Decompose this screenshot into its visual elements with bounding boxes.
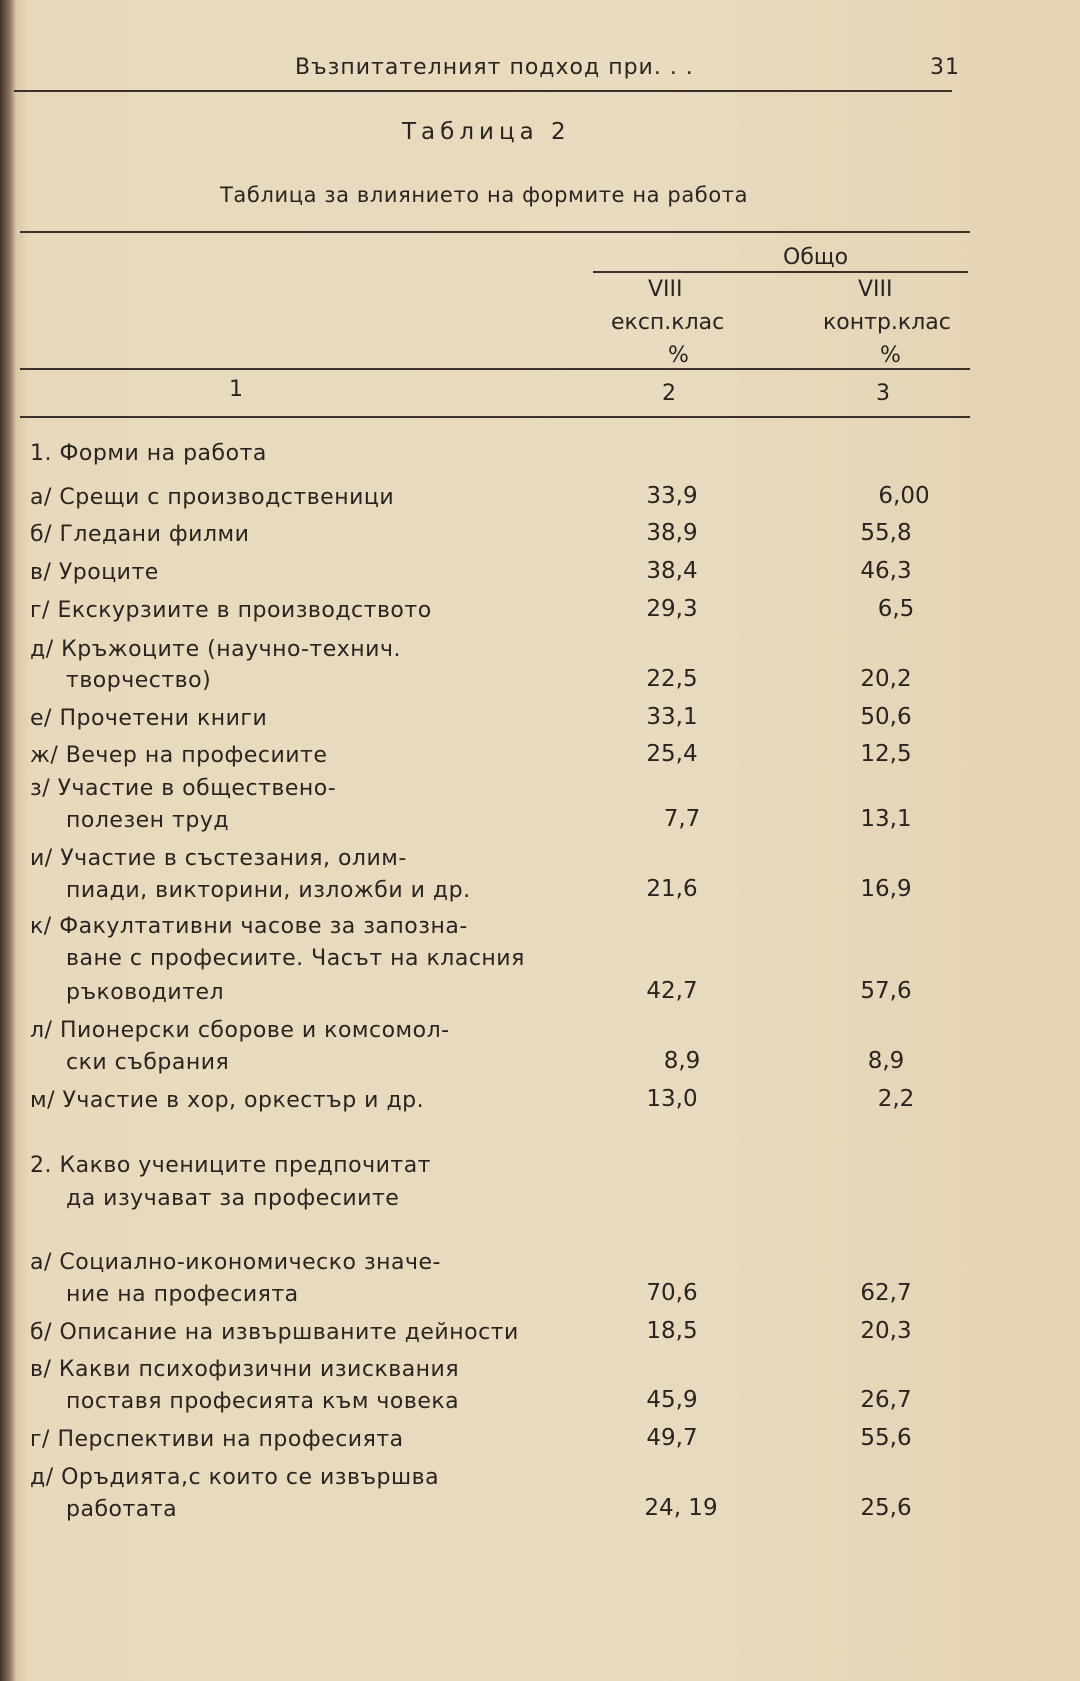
exp-class-value: 38,4	[646, 558, 698, 584]
ctrl-class-value: 20,3	[860, 1318, 912, 1344]
exp-class-value: 22,5	[646, 666, 698, 692]
row-label: г/ Екскурзиите в производството	[30, 598, 432, 623]
exp-class-value: 38,9	[646, 520, 698, 546]
ctrl-class-value: 55,6	[860, 1425, 912, 1451]
row-label: в/ Уроците	[30, 560, 159, 585]
table-title: Таблица за влиянието на формите на работа	[220, 183, 749, 207]
section-title-continued: да изучават за професиите	[66, 1186, 400, 1211]
exp-class-value: 45,9	[646, 1387, 698, 1413]
numbers-bottom-rule	[20, 416, 970, 418]
exp-class-value: 33,1	[646, 704, 698, 730]
section-title: 1. Форми на работа	[30, 441, 267, 466]
ctrl-class-value: 2,2	[877, 1086, 915, 1112]
col3-header-percent: %	[880, 343, 901, 368]
exp-class-value: 70,6	[646, 1280, 698, 1306]
row-label-continued: ски събрания	[66, 1050, 230, 1075]
exp-class-value: 13,0	[646, 1086, 698, 1112]
row-label: а/ Срещи с производственици	[30, 485, 395, 510]
row-label: д/ Оръдията,с които се извършва	[30, 1465, 440, 1490]
ctrl-class-value: 55,8	[860, 520, 912, 546]
exp-class-value: 33,9	[646, 483, 698, 509]
row-label-continued: творчество)	[66, 668, 212, 693]
col2-header-class: експ.клас	[611, 310, 725, 335]
row-label: б/ Описание на извършваните дейности	[30, 1320, 519, 1345]
ctrl-class-value: 6,5	[877, 596, 915, 622]
exp-class-value: 29,3	[646, 596, 698, 622]
header-rule	[14, 90, 952, 92]
table-top-rule	[20, 231, 970, 233]
row-label-continued: работата	[66, 1497, 178, 1522]
ctrl-class-value: 62,7	[860, 1280, 912, 1306]
row-label: е/ Прочетени книги	[30, 706, 268, 731]
col1-number: 1	[229, 377, 243, 402]
row-label-continued: ръководител	[66, 980, 225, 1005]
col3-number: 3	[876, 381, 890, 406]
row-label-continued: полезен труд	[66, 808, 230, 833]
ctrl-class-value: 20,2	[860, 666, 912, 692]
exp-class-value: 24, 19	[644, 1495, 718, 1521]
exp-class-value: 8,9	[663, 1048, 701, 1074]
header-bottom-rule	[20, 368, 970, 370]
exp-class-value: 7,7	[663, 806, 701, 832]
col3-header-class: контр.клас	[823, 310, 951, 335]
ctrl-class-value: 25,6	[860, 1495, 912, 1521]
ctrl-class-value: 6,00	[878, 483, 930, 509]
ctrl-class-value: 50,6	[860, 704, 912, 730]
exp-class-value: 42,7	[646, 978, 698, 1004]
row-label: ж/ Вечер на професиите	[30, 743, 328, 768]
ctrl-class-value: 26,7	[860, 1387, 912, 1413]
row-label: и/ Участие в състезания, олим-	[30, 846, 407, 871]
exp-class-value: 21,6	[646, 876, 698, 902]
row-label: г/ Перспективи на професията	[30, 1427, 404, 1452]
row-label: к/ Факултативни часове за запозна-	[30, 914, 468, 939]
row-label: м/ Участие в хор, оркестър и др.	[30, 1088, 425, 1113]
row-label: в/ Какви психофизични изисквания	[30, 1357, 460, 1382]
row-label: д/ Кръжоците (научно-технич.	[30, 637, 401, 662]
ctrl-class-value: 46,3	[860, 558, 912, 584]
row-label-continued: ване с професиите. Часът на класния	[66, 946, 525, 971]
ctrl-class-value: 8,9	[867, 1048, 905, 1074]
running-title: Възпитателният подход при. . .	[295, 55, 694, 80]
table-label: Таблица 2	[402, 119, 571, 145]
row-label-continued: пиади, викторини, изложби и др.	[66, 878, 471, 903]
row-label-continued: поставя професията към човека	[66, 1389, 460, 1414]
col2-number: 2	[662, 381, 676, 406]
column-group-header: Общо	[783, 245, 849, 270]
ctrl-class-value: 13,1	[860, 806, 912, 832]
group-rule	[593, 271, 968, 273]
col2-header-percent: %	[668, 343, 689, 368]
page-number: 31	[930, 55, 960, 80]
row-label-continued: ние на професията	[66, 1282, 299, 1307]
exp-class-value: 25,4	[646, 741, 698, 767]
row-label: а/ Социално-икономическо значе-	[30, 1250, 441, 1275]
row-label: л/ Пионерски сборове и комсомол-	[30, 1018, 450, 1043]
exp-class-value: 18,5	[646, 1318, 698, 1344]
col3-header-grade: VIII	[858, 277, 893, 302]
ctrl-class-value: 57,6	[860, 978, 912, 1004]
book-spine-shadow	[0, 0, 16, 1681]
ctrl-class-value: 12,5	[860, 741, 912, 767]
col2-header-grade: VIII	[648, 277, 683, 302]
section-title: 2. Какво учениците предпочитат	[30, 1153, 431, 1178]
exp-class-value: 49,7	[646, 1425, 698, 1451]
ctrl-class-value: 16,9	[860, 876, 912, 902]
row-label: б/ Гледани филми	[30, 522, 250, 547]
row-label: з/ Участие в обществено-	[30, 776, 337, 801]
